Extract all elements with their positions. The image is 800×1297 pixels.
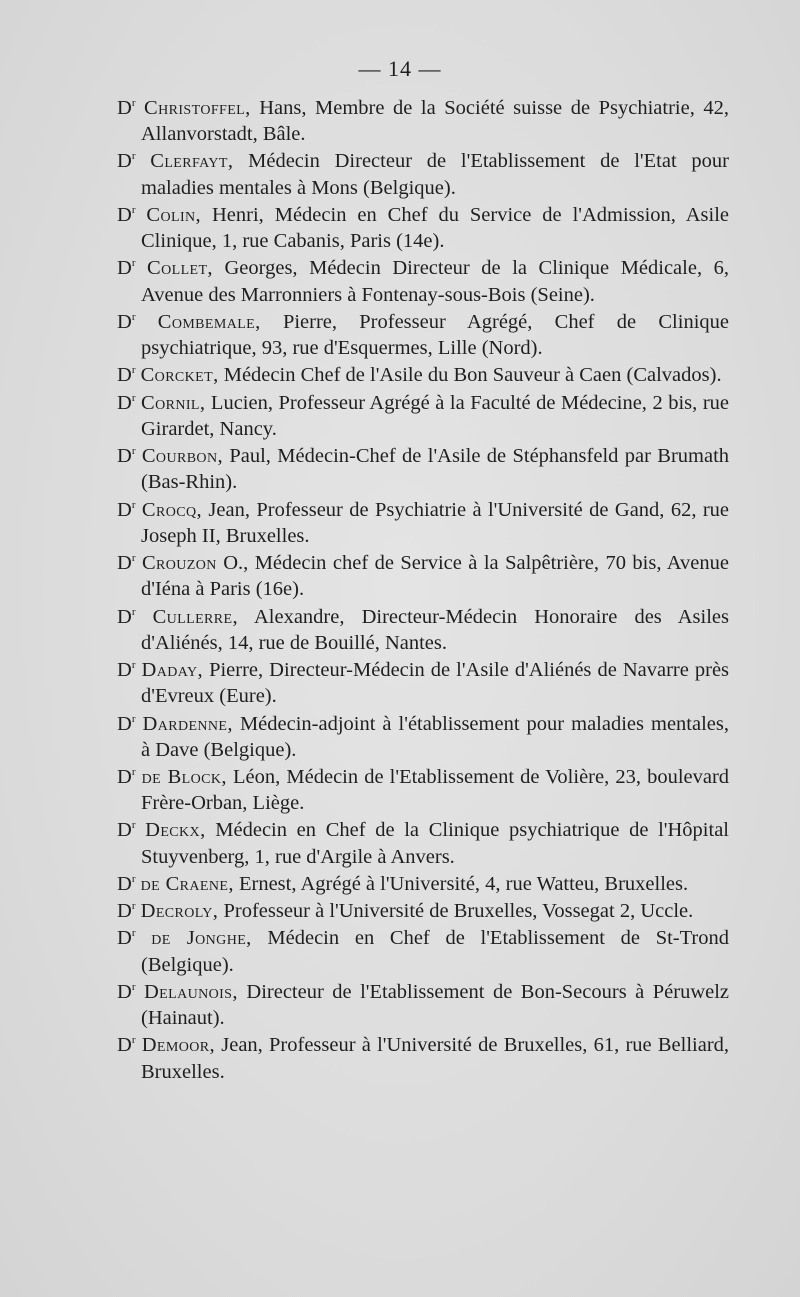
title-superscript: r — [131, 311, 136, 324]
member-details: Médecin en Chef de l'Etablissement de St-Trond (Belgique). — [141, 927, 730, 976]
member-entry — [117, 764, 729, 817]
title-superscript: r — [131, 712, 136, 725]
title-abbrev — [117, 552, 135, 574]
title-superscript: r — [131, 873, 136, 886]
member-details: Médecin Directeur de l'Etablissement de l'Etat pour maladies mentales à Mons (Belgique). — [141, 150, 729, 199]
member-entry — [117, 443, 729, 496]
title-letter: D — [117, 364, 132, 387]
title-superscript: r — [131, 391, 136, 404]
member-entry — [117, 898, 729, 924]
title-letter: D — [117, 712, 132, 735]
member-entry — [117, 202, 729, 255]
member-details: Alexandre, Directeur-Médecin Honoraire des Asiles d'Aliénés, 14, rue de Bouillé, Nantes. — [141, 605, 729, 654]
member-name: Cullerre, — [152, 605, 238, 628]
title-letter: D — [117, 766, 132, 788]
member-entry — [117, 550, 729, 603]
member-entry — [117, 1032, 729, 1085]
title-abbrev — [117, 606, 135, 628]
member-name: Crocq, — [141, 498, 202, 521]
title-letter: D — [117, 257, 132, 280]
title-abbrev — [117, 97, 135, 119]
member-name: Deckx, — [145, 819, 206, 842]
member-entry — [117, 390, 729, 443]
title-letter: D — [117, 659, 132, 682]
member-entry — [117, 817, 729, 870]
member-details: Paul, Médecin-Chef de l'Asile de Stéphansfeld par Brumath (Bas-Rhin). — [141, 445, 730, 494]
member-entry — [117, 711, 729, 764]
member-entry — [117, 255, 729, 308]
title-letter: D — [117, 927, 132, 950]
title-abbrev — [117, 900, 135, 922]
title-superscript: r — [131, 150, 136, 163]
member-name: Christoffel, — [144, 97, 251, 119]
title-letter: D — [117, 900, 132, 923]
title-letter: D — [117, 203, 132, 226]
member-name: de Jonghe, — [151, 927, 252, 950]
member-details: O., Médecin chef de Service à la Salpêtrière, 70 bis, Avenue d'Iéna à Paris (16e). — [141, 552, 730, 601]
title-letter: D — [117, 552, 132, 575]
member-details: Professeur à l'Université de Bruxelles, Vossegat 2, Uccle. — [223, 900, 694, 923]
member-details: Pierre, Directeur-Médecin de l'Asile d'Aliénés de Navarre près d'Evreux (Eure). — [141, 659, 730, 708]
title-letter: D — [117, 819, 132, 842]
title-abbrev — [117, 981, 135, 1003]
title-superscript: r — [131, 445, 136, 458]
title-superscript: r — [131, 364, 136, 377]
member-details: Léon, Médecin de l'Etablissement de Volière, 23, boulevard Frère-Orban, Liège. — [141, 766, 730, 815]
member-details: Médecin-adjoint à l'établissement pour maladies mentales, à Dave (Belgique). — [141, 712, 729, 761]
title-superscript: r — [131, 981, 136, 993]
member-name: Decroly, — [140, 900, 219, 923]
member-details: Directeur de l'Etablissement de Bon-Secours à Péruwelz (Hainaut). — [141, 980, 730, 1030]
member-name: Crouzon — [141, 552, 217, 575]
title-abbrev — [117, 150, 135, 172]
title-abbrev — [117, 499, 135, 521]
title-superscript: r — [131, 927, 136, 940]
title-letter: D — [117, 980, 132, 1003]
title-superscript: r — [131, 766, 136, 779]
title-letter: D — [117, 445, 132, 468]
title-superscript: r — [131, 900, 136, 913]
member-name: Clerfayt, — [150, 150, 234, 173]
title-abbrev — [117, 204, 135, 226]
member-entry — [117, 979, 729, 1032]
title-letter: D — [117, 498, 132, 521]
title-abbrev — [117, 311, 135, 333]
member-name: de Craene, — [140, 872, 234, 895]
title-letter: D — [117, 605, 132, 628]
member-name: Cornil, — [141, 391, 206, 414]
title-superscript: r — [131, 498, 136, 511]
title-superscript: r — [131, 605, 136, 618]
member-name: Delaunois, — [143, 980, 238, 1003]
title-abbrev — [117, 364, 135, 386]
member-entry — [117, 95, 729, 148]
member-details: Ernest, Agrégé à l'Université, 4, rue Watteu, Bruxelles. — [238, 872, 689, 895]
title-superscript: r — [131, 97, 136, 110]
member-entry — [117, 148, 729, 201]
member-entry — [117, 871, 729, 897]
title-superscript: r — [131, 1034, 136, 1047]
member-entry — [117, 657, 729, 710]
member-details: Georges, Médecin Directeur de la Clinique Médicale, 6, Avenue des Marronniers à Fontenay-sous-Bois (Seine). — [141, 257, 729, 306]
title-letter: D — [117, 150, 132, 173]
title-abbrev — [117, 713, 135, 735]
member-entry — [117, 497, 729, 550]
title-letter: D — [117, 1034, 132, 1057]
title-letter: D — [117, 872, 132, 895]
title-superscript: r — [131, 552, 136, 565]
member-entry — [117, 604, 729, 657]
member-name: Corcket, — [140, 364, 219, 387]
member-details: Lucien, Professeur Agrégé à la Faculté de Médecine, 2 bis, rue Girardet, Nancy. — [141, 391, 729, 440]
member-details: Henri, Médecin en Chef du Service de l'Admission, Asile Clinique, 1, rue Cabanis, Paris (14e). — [141, 203, 730, 253]
member-list — [117, 95, 729, 1086]
title-abbrev — [117, 927, 135, 949]
title-abbrev — [117, 257, 135, 279]
title-abbrev — [117, 445, 135, 467]
title-abbrev — [117, 873, 135, 895]
member-name: Collet, — [147, 257, 213, 280]
member-name: Demoor, — [141, 1034, 216, 1057]
title-superscript: r — [131, 659, 136, 672]
member-details: Médecin Chef de l'Asile du Bon Sauveur à Caen (Calvados). — [223, 364, 722, 387]
member-name: de Block, — [141, 766, 227, 788]
title-abbrev — [117, 659, 135, 681]
title-letter: D — [117, 97, 132, 119]
title-abbrev — [117, 1034, 135, 1056]
title-superscript: r — [131, 819, 136, 832]
title-letter: D — [117, 310, 132, 333]
member-name: Combemale, — [157, 310, 261, 333]
member-details: Hans, Membre de la Société suisse de Psychiatrie, 42, Allanvorstadt, Bâle. — [141, 97, 730, 146]
member-entry — [117, 362, 729, 388]
member-entry — [117, 309, 729, 362]
title-superscript: r — [131, 257, 136, 270]
member-name: Dardenne, — [142, 712, 233, 735]
title-superscript: r — [131, 204, 136, 217]
member-name: Daday, — [141, 659, 204, 682]
title-letter: D — [117, 391, 132, 414]
member-details: Pierre, Professeur Agrégé, Chef de Clinique psychiatrique, 93, rue d'Esquermes, Lille (Nord). — [141, 310, 729, 360]
member-details: Médecin en Chef de la Clinique psychiatrique de l'Hôpital Stuyvenberg, 1, rue d'Argile à Anvers. — [141, 819, 729, 868]
member-entry — [117, 925, 729, 978]
member-name: Colin, — [146, 203, 202, 226]
member-name: Courbon, — [141, 445, 223, 468]
member-details: Jean, Professeur de Psychiatrie à l'Université de Gand, 62, rue Joseph II, Bruxelles. — [141, 498, 730, 547]
title-abbrev — [117, 392, 135, 414]
page-number: — 14 — — [358, 56, 442, 81]
title-abbrev — [117, 766, 135, 788]
member-details: Jean, Professeur à l'Université de Bruxelles, 61, rue Belliard, Bruxelles. — [141, 1034, 730, 1083]
title-abbrev — [117, 819, 135, 841]
